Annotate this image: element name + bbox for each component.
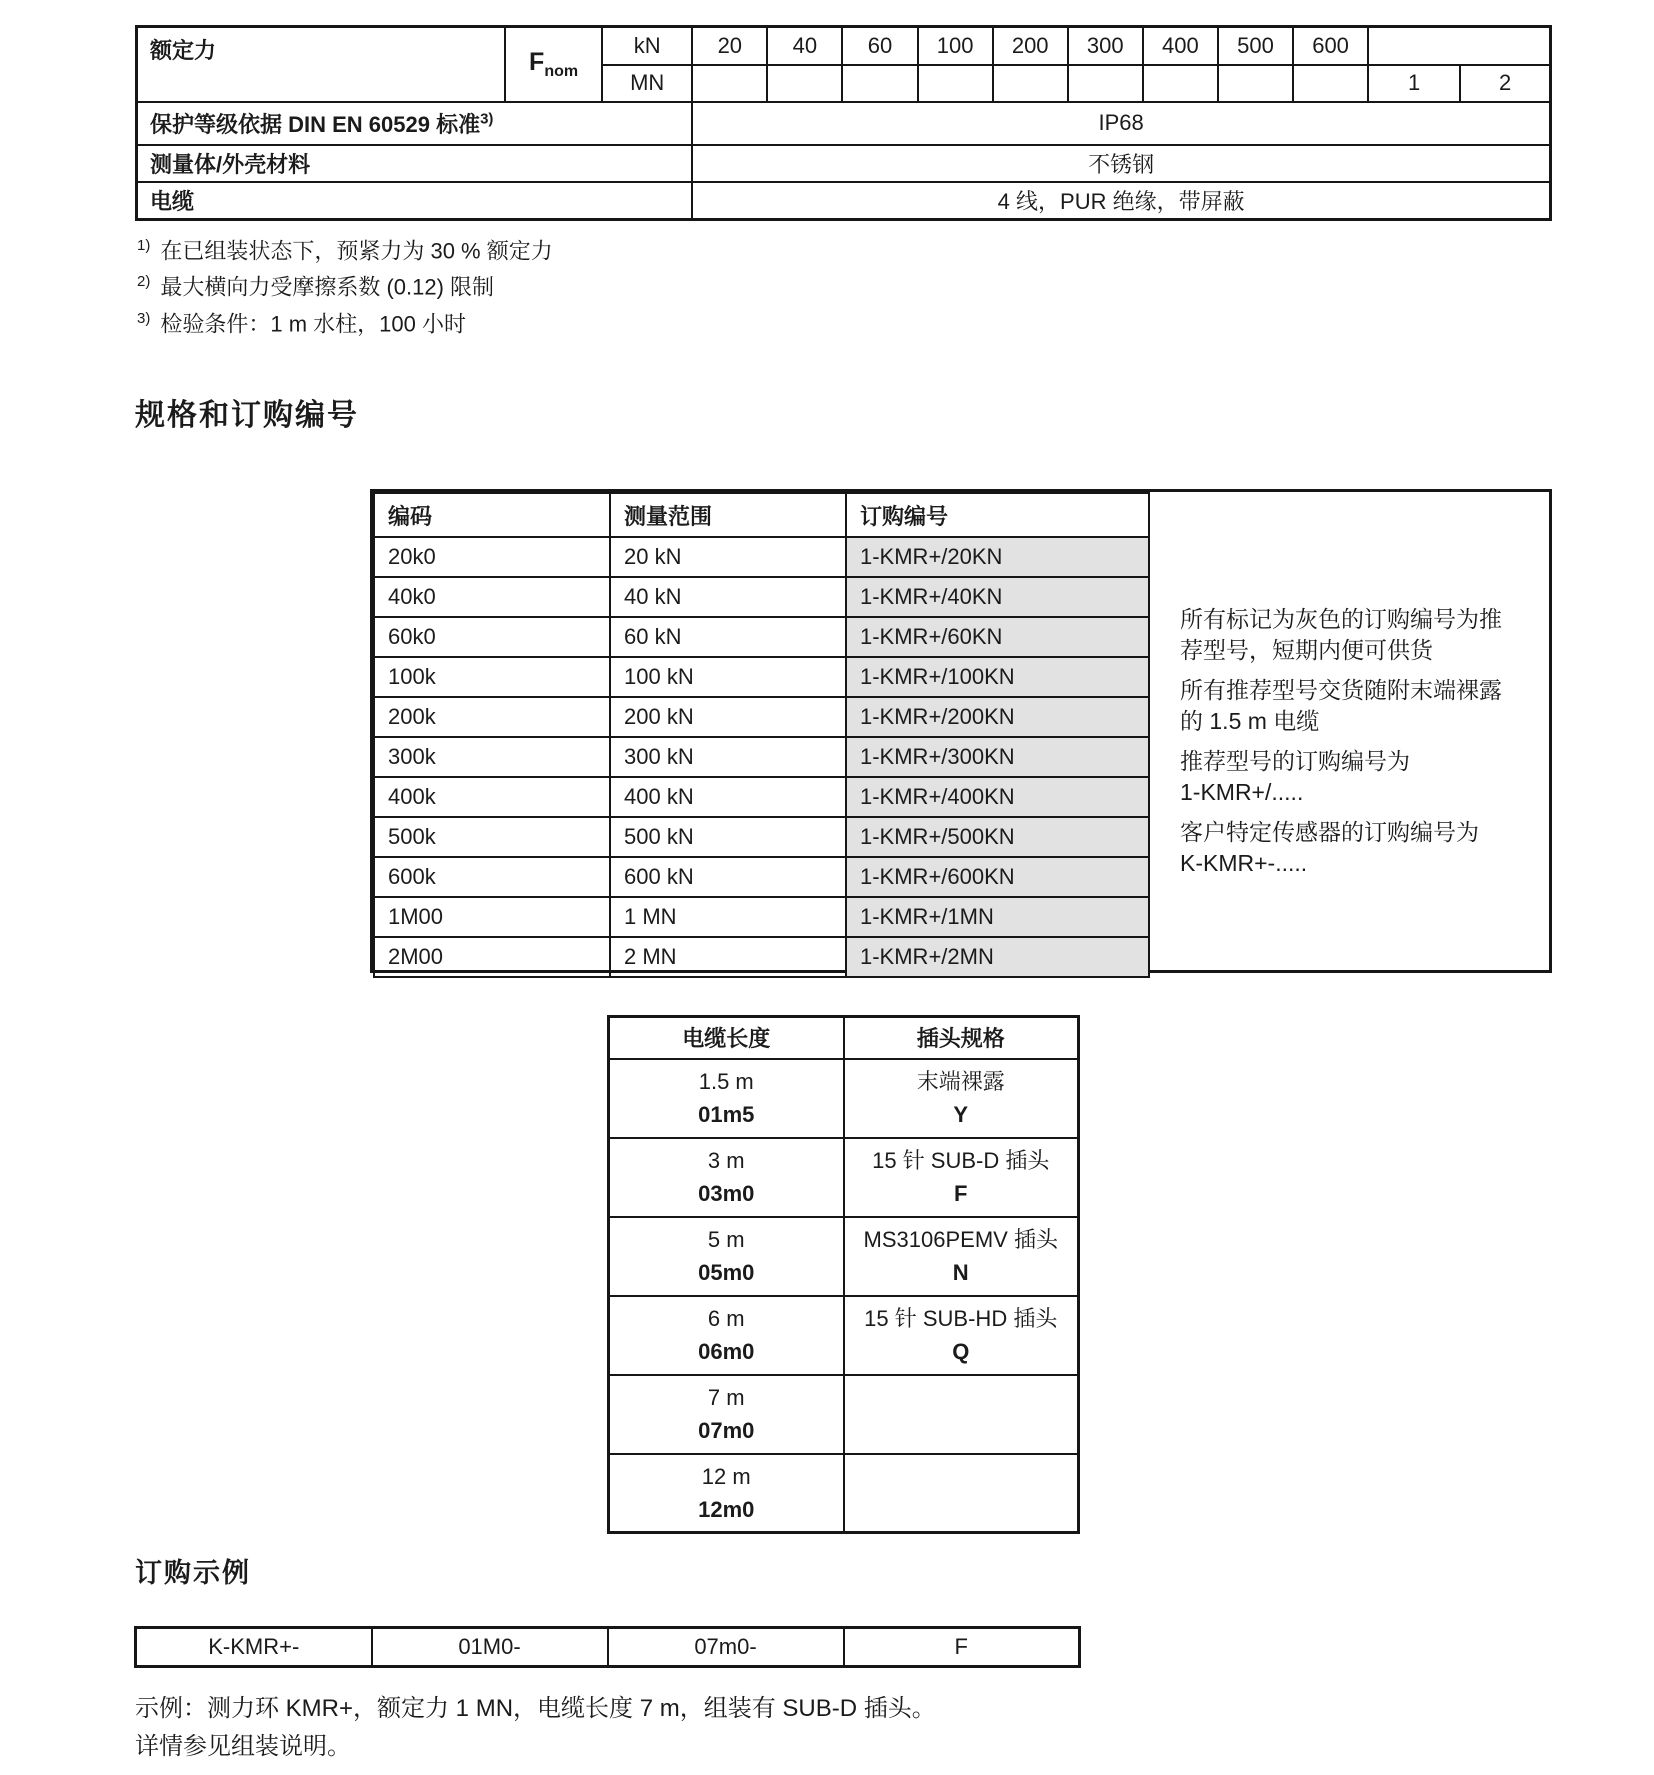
footnote-text: 最大横向力受摩擦系数 (0.12) 限制: [160, 274, 495, 300]
plug-value: 15 针 SUB-HD 插头: [864, 1306, 1058, 1331]
table-row: [374, 657, 1149, 697]
code-cell: 600k: [374, 857, 610, 897]
order-example-row: [136, 1628, 1080, 1667]
length-code: 05m0: [698, 1260, 755, 1285]
cable-length-cell: [609, 1454, 844, 1533]
range-cell: 1 MN: [610, 897, 846, 937]
range-cell: 20 kN: [610, 537, 846, 577]
order-no-cell: 1-KMR+/40KN: [846, 577, 1149, 617]
kn-value-cell: 600: [1293, 27, 1368, 65]
fnom-subscript: nom: [544, 62, 579, 80]
unit-kn-cell: kN: [602, 27, 692, 65]
kn-value-cell: 60: [842, 27, 917, 65]
table-row: [374, 857, 1149, 897]
order-no-cell: 1-KMR+/400KN: [846, 777, 1149, 817]
kn-value-cell: 300: [1068, 27, 1143, 65]
plug-spec-cell: [844, 1296, 1079, 1375]
plug-spec-cell: [844, 1454, 1079, 1533]
plug-value: MS3106PEMV 插头: [863, 1227, 1058, 1252]
footnote-2: [137, 269, 553, 300]
table-row: [374, 737, 1149, 777]
order-no-cell: 1-KMR+/200KN: [846, 697, 1149, 737]
length-value: 12 m: [701, 1463, 751, 1489]
table-row: [374, 577, 1149, 617]
plug-value: 末端裸露: [916, 1069, 1005, 1094]
length-code: 01m5: [698, 1102, 755, 1127]
footnote-1: [137, 233, 553, 264]
length-value: 1.5 m: [698, 1069, 754, 1094]
mn-empty-cell: [1293, 65, 1368, 102]
protection-class-text: 保护等级依据 DIN EN 60529 标准: [150, 111, 481, 137]
table-row: [609, 1454, 1079, 1533]
order-no-cell: 1-KMR+/100KN: [846, 657, 1149, 697]
cable-length-cell: [609, 1138, 844, 1217]
cable-label: 电缆: [137, 182, 693, 220]
order-example-table: [134, 1626, 1081, 1668]
table-row: [609, 1059, 1079, 1138]
material-row: [137, 145, 1551, 182]
length-value: 3 m: [707, 1148, 745, 1173]
kn-empty-cell: [1368, 27, 1550, 65]
kn-value-cell: 400: [1143, 27, 1218, 65]
order-example-description: [135, 1690, 936, 1766]
range-cell: 600 kN: [610, 857, 846, 897]
unit-mn-cell: MN: [602, 65, 692, 102]
range-cell: 200 kN: [610, 697, 846, 737]
kn-value-cell: 200: [993, 27, 1068, 65]
nominal-force-label: 额定力: [137, 27, 506, 102]
protection-class-row: [137, 102, 1551, 145]
table-row: [609, 1217, 1079, 1296]
table-row: [609, 1138, 1079, 1217]
cable-length-table: [607, 1015, 1080, 1534]
cable-length-header: 电缆长度: [609, 1017, 844, 1059]
range-cell: 2 MN: [610, 937, 846, 977]
plug-code: F: [954, 1181, 968, 1206]
table-row: [374, 617, 1149, 657]
mn-value-cell: 2: [1460, 65, 1550, 102]
mn-empty-cell: [692, 65, 767, 102]
code-cell: 200k: [374, 697, 610, 737]
order-no-cell: 1-KMR+/20KN: [846, 537, 1149, 577]
fnom-symbol: [505, 27, 602, 102]
example-prefix-cell: K-KMR+-: [136, 1628, 372, 1667]
note-line: 1-KMR+/.....: [1180, 779, 1304, 805]
code-cell: 20k0: [374, 537, 610, 577]
cable-value: 4 线，PUR 绝缘，带屏蔽: [692, 182, 1550, 220]
range-cell: 500 kN: [610, 817, 846, 857]
footnote-marker: 3): [137, 309, 151, 327]
mn-empty-cell: [1218, 65, 1293, 102]
footnote-text: 检验条件：1 m 水柱，100 小时: [160, 310, 466, 336]
description-line-2: 详情参见组装说明。: [135, 1733, 351, 1760]
order-notes: [1150, 492, 1549, 970]
order-no-cell: 1-KMR+/60KN: [846, 617, 1149, 657]
material-value: 不锈钢: [692, 145, 1550, 182]
order-no-cell: 1-KMR+/2MN: [846, 937, 1149, 977]
table-row: [374, 537, 1149, 577]
table-row: [609, 1296, 1079, 1375]
order-no-cell: 1-KMR+/600KN: [846, 857, 1149, 897]
footnote-marker: 1): [137, 237, 151, 254]
code-cell: 100k: [374, 657, 610, 697]
range-header: 测量范围: [610, 493, 846, 537]
plug-code: Y: [953, 1102, 969, 1127]
table-row: [609, 1375, 1079, 1454]
mn-empty-cell: [1068, 65, 1143, 102]
protection-class-label: [137, 102, 693, 145]
note-delivery-cable: 所有推荐型号交货随附末端裸露的 1.5 m 电缆: [1180, 677, 1502, 734]
mn-empty-cell: [767, 65, 842, 102]
plug-code: Q: [952, 1339, 970, 1364]
plug-spec-cell: [844, 1059, 1079, 1138]
length-code: 12m0: [698, 1496, 755, 1522]
mn-empty-cell: [842, 65, 917, 102]
note-order-no-custom: [1180, 817, 1513, 879]
order-no-cell: 1-KMR+/300KN: [846, 737, 1149, 777]
note-line: 推荐型号的订购编号为: [1180, 748, 1410, 774]
range-cell: 40 kN: [610, 577, 846, 617]
code-cell: 40k0: [374, 577, 610, 617]
code-cell: 1M00: [374, 897, 610, 937]
order-no-header: 订购编号: [846, 493, 1149, 537]
footnotes: [137, 233, 553, 342]
length-code: 03m0: [698, 1181, 755, 1206]
plug-value: 15 针 SUB-D 插头: [872, 1148, 1050, 1173]
cable-length-cell: [609, 1296, 844, 1375]
kn-value-cell: 100: [918, 27, 993, 65]
order-table: [373, 492, 1150, 978]
length-value: 5 m: [707, 1227, 745, 1252]
footnote-marker: 2): [137, 273, 151, 291]
description-line-1: 示例：测力环 KMR+，额定力 1 MN，电缆长度 7 m，组装有 SUB-D 插头。: [135, 1695, 936, 1722]
protection-class-value: IP68: [692, 102, 1550, 145]
range-cell: 60 kN: [610, 617, 846, 657]
section-title: 规格和订购编号: [135, 399, 359, 432]
note-recommended-gray: 所有标记为灰色的订购编号为推荐型号，短期内便可供货: [1180, 606, 1502, 663]
plug-spec-cell: [844, 1375, 1079, 1454]
table-row: [374, 777, 1149, 817]
order-numbers-panel: [370, 489, 1552, 973]
plug-code: N: [952, 1260, 969, 1285]
plug-spec-cell: [844, 1138, 1079, 1217]
length-value: 7 m: [707, 1385, 745, 1410]
order-no-cell: 1-KMR+/1MN: [846, 897, 1149, 937]
code-cell: 400k: [374, 777, 610, 817]
footnote-marker: 3): [480, 110, 494, 128]
kn-value-cell: 500: [1218, 27, 1293, 65]
code-cell: 60k0: [374, 617, 610, 657]
cable-length-cell: [609, 1375, 844, 1454]
table-row: [374, 697, 1149, 737]
table-row: [374, 817, 1149, 857]
range-cell: 300 kN: [610, 737, 846, 777]
cable-length-cell: [609, 1059, 844, 1138]
code-cell: 300k: [374, 737, 610, 777]
cable-row: [137, 182, 1551, 220]
mn-empty-cell: [993, 65, 1068, 102]
code-cell: 2M00: [374, 937, 610, 977]
order-table-header-row: [374, 493, 1149, 537]
length-value: 6 m: [707, 1306, 745, 1331]
example-cable-code-cell: 07m0-: [608, 1628, 844, 1667]
material-label: 测量体/外壳材料: [137, 145, 693, 182]
order-example-title: 订购示例: [135, 1558, 251, 1588]
kn-value-cell: 20: [692, 27, 767, 65]
length-code: 06m0: [698, 1339, 755, 1364]
code-cell: 500k: [374, 817, 610, 857]
length-code: 07m0: [698, 1418, 755, 1443]
fnom-base: F: [529, 47, 545, 76]
example-force-code-cell: 01M0-: [372, 1628, 608, 1667]
code-header: 编码: [374, 493, 610, 537]
kn-value-cell: 40: [767, 27, 842, 65]
nominal-force-spec-table: [135, 25, 1552, 221]
plug-spec-cell: [844, 1217, 1079, 1296]
kn-row: [137, 27, 1551, 65]
cable-table-header-row: [609, 1017, 1079, 1059]
table-row: [374, 937, 1149, 977]
footnote-text: 在已组装状态下，预紧力为 30 % 额定力: [160, 238, 553, 264]
note-order-no-recommended: [1180, 746, 1513, 808]
example-plug-code-cell: F: [844, 1628, 1080, 1667]
range-cell: 400 kN: [610, 777, 846, 817]
mn-value-cell: 1: [1368, 65, 1460, 102]
footnote-3: [137, 306, 553, 337]
cable-length-cell: [609, 1217, 844, 1296]
range-cell: 100 kN: [610, 657, 846, 697]
note-line: 客户特定传感器的订购编号为: [1180, 819, 1479, 845]
table-row: [374, 897, 1149, 937]
plug-spec-header: 插头规格: [844, 1017, 1079, 1059]
order-no-cell: 1-KMR+/500KN: [846, 817, 1149, 857]
mn-empty-cell: [1143, 65, 1218, 102]
note-line: K-KMR+-.....: [1180, 850, 1308, 876]
mn-empty-cell: [918, 65, 993, 102]
